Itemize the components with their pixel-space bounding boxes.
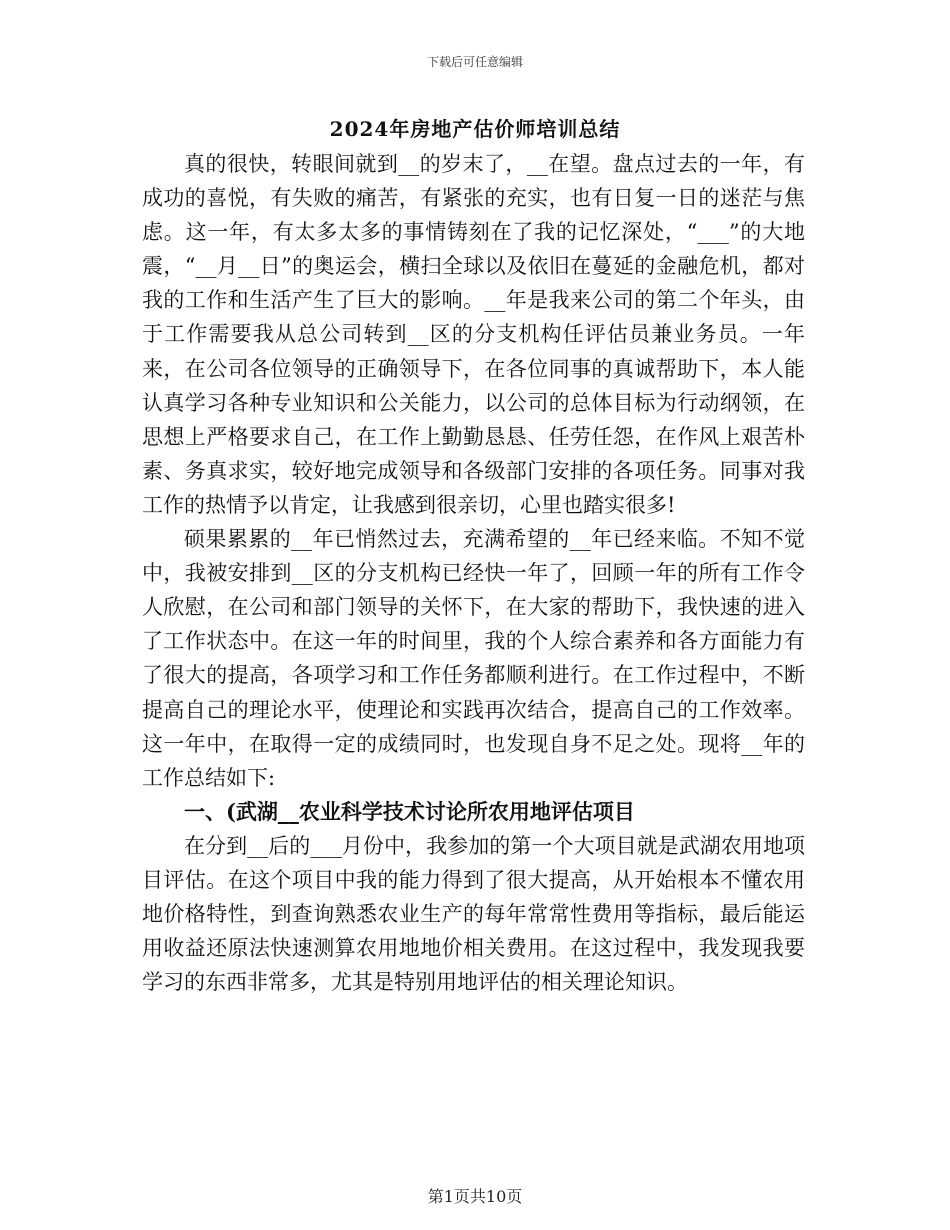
paragraph-review: 硕果累累的__年已悄然过去，充满希望的__年已经来临。不知不觉中，我被安排到__区的分支机构已经快一年了，回顾一年的所有工作令人欣慰，在公司和部门领导的关怀下，在大家的帮助下，我快速的进入了工作状态中。在这一年的时间里，我的个人综合素养和各方面能力有了很大的提高，各项学习和工作任务都顺利进行。在工作过程中，不断提高自己的理论水平，使理论和实践再次结合，提高自己的工作效率。这一年中，在取得一定的成绩同时，也发现自身不足之处。现将__年的工作总结如下: bbox=[142, 527, 805, 790]
section-heading-1: 一、(武湖__农业科学技术讨论所农用地评估项目 bbox=[184, 798, 635, 824]
document-title: 2024年房地产估价师培训总结 bbox=[329, 117, 621, 141]
document-body bbox=[142, 147, 805, 999]
paragraph-intro: 真的很快，转眼间就到__的岁末了，__在望。盘点过去的一年，有成功的喜悦，有失败的痛苦，有紧张的充实，也有日复一日的迷茫与焦虑。这一年，有太多太多的事情铸刻在了我的记忆深处，“___”的大地震，“__月__日”的奥运会，横扫全球以及依旧在蔓延的金融危机，都对我的工作和生活产生了巨大的影响。__年是我来公司的第二个年头，由于工作需要我从总公司转到__区的分支机构任评估员兼业务员。一年来，在公司各位领导的正确领导下，在各位同事的真诚帮助下，本人能认真学习各种专业知识和公关能力，以公司的总体目标为行动纲领，在思想上严格要求自己，在工作上勤勤恳恳、任劳任怨，在作风上艰苦朴素、务真求实，较好地完成领导和各级部门安排的各项任务。同事对我工作的热情予以肯定，让我感到很亲切，心里也踏实很多! bbox=[142, 152, 805, 517]
page-number: 第1页共10页 bbox=[427, 1187, 523, 1206]
header-note: 下载后可任意编辑 bbox=[426, 55, 523, 69]
paragraph-section-1: 在分到__后的___月份中，我参加的第一个大项目就是武湖农用地项目评估。在这个项目中我的能力得到了很大提高，从开始根本不懂农用地价格特性，到查询熟悉农业生产的每年常常性费用等指标，最后能运用收益还原法快速测算农用地地价相关费用。在这过程中，我发现我要学习的东西非常多，尤其是特别用地评估的相关理论知识。 bbox=[142, 833, 805, 995]
